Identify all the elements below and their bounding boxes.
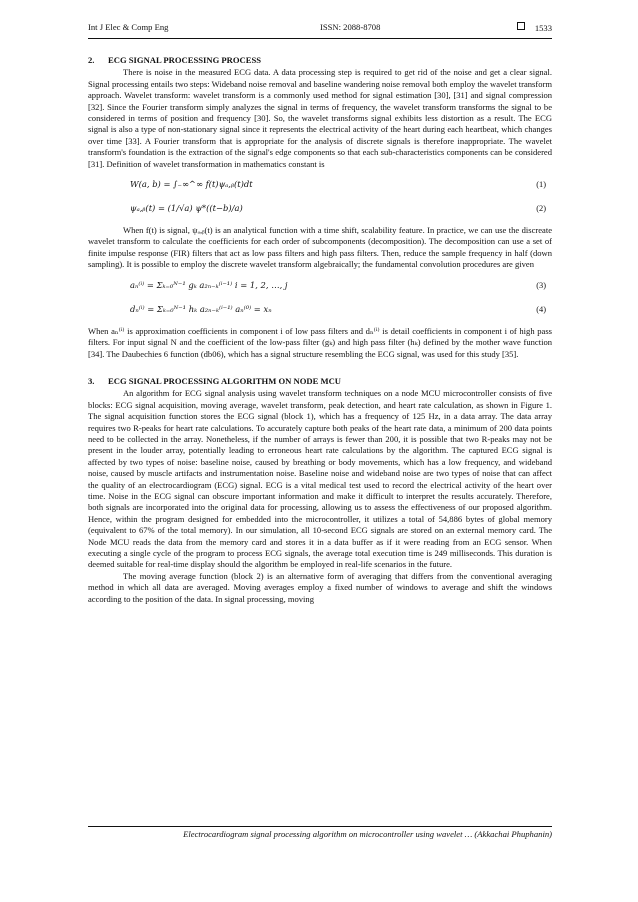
section-2-heading: [88, 55, 552, 66]
equation-2-number: (2): [536, 204, 546, 214]
equation-3: [88, 278, 552, 294]
equation-2-expression: ψₐ,ᵦ(t) = (1/√a) ψ*((t−b)/a): [130, 203, 243, 214]
section-3-heading: [88, 376, 552, 387]
equation-1-expression: W(a, b) = ∫₋∞^∞ f(t)ψₐ,ᵦ(t)dt: [130, 179, 253, 190]
section-2-paragraph-2: When f(t) is signal, ψₐ,ᵦ(t) is an analytical function with a time shift, scalability feature. In practice, we can use the discreate wavelet transform to calculate the coefficients for each order of subcomponents (decomposition). The decomposition can use a set of finite impulse response (FIR) filters that act as low pass filters and high pass filters. Then, reduce the sample frequency in half (down sampling). It is possible to employ the discrete wavelet transform algebraically; the fundamental convolution procedures are given: [88, 225, 552, 270]
section-2-title: ECG SIGNAL PROCESSING PROCESS: [108, 55, 262, 65]
equation-4: [88, 302, 552, 318]
equation-4-expression: dₙ⁽ⁱ⁾ = Σₖ₌₀ᴺ⁻¹ hₖ a₂ₙ₋ₖ⁽ⁱ⁻¹⁾ aₙ⁽⁰⁾ = xₙ: [130, 303, 272, 314]
journal-name: Int J Elec & Comp Eng: [88, 22, 169, 32]
equation-3-expression: aₙ⁽ⁱ⁾ = Σₖ₌₀ᴺ⁻¹ gₖ a₂ₙ₋ₖ⁽ⁱ⁻¹⁾ i = 1, 2, …, j: [130, 279, 288, 290]
equation-3-number: (3): [536, 280, 546, 290]
running-header: [88, 22, 552, 36]
issn: ISSN: 2088-8708: [320, 22, 381, 32]
equation-1: [88, 177, 552, 193]
section-3-paragraph-1: An algorithm for ECG signal analysis using wavelet transform techniques on a node MCU microcontroller consists of five blocks: ECG signal acquisition, moving average, wavelet transform, peak detection, and heart rate calculation, as shown in Figure 1. The signal acquisition function stores the ECG signal (block 1), which has a frequency of 125 Hz, in a data array. The data array requires two R-peaks for heart rate calculations. To accurately capture both peaks of the heart rate data, a minimum of 200 data points need to be collected in the array. Nonetheless, if the number of arrays is fewer than 200, it is possible that two R-peaks may not be present in the louder array, potentially leading to erroneous heart rate calculations by the algorithm. The captured ECG signal is affected by two types of noise: baseline noise, caused by breathing or body movements, which has a low frequency, and wideband noise, caused by muscle artifacts and instrumentation noise. Baseline noise and wideband noise are two types of noise that can affect the quality of an electrocardiogram (ECG) signal. ECG is a vital medical test used to record the electrical activity of the heart over time. Noise in the ECG signal can obscure important information and make it difficult to interpret the results accurately. Therefore, both signals are incorporated into the original data for processing, allowing us to assess the effectiveness of our proposed algorithm. Hence, within the program designed for embedded into the microcontroller, it utilizes a total of 54,886 bytes of global memory (equivalent to 67% of the total memory). In our simulation, all 10-second ECG signals are stored on an external memory card. The Node MCU reads the data from the memory card and stores it in a data buffer as if it were reading from an ECG sensor. When executing a single cycle of the program to process ECG signals, the average total execution time is 249 milliseconds. This duration is deemed suitable for real-time display should the algorithm be employed in real-life scenarios in the future.: [88, 388, 552, 570]
section-3-paragraph-2: The moving average function (block 2) is an alternative form of averaging that differs from the conventional averaging method in which all data are averaged. Moving averages employ a fixed number of windows to average and shift the windows according to the position of the data. In signal processing, moving: [88, 570, 552, 604]
equation-2: [88, 201, 552, 217]
running-footer: Electrocardiogram signal processing algorithm on microcontroller using wavelet … (Akkachai Phuphanin): [183, 829, 552, 839]
section-2-number: 2.: [88, 55, 95, 65]
page-number: 1533: [534, 23, 552, 33]
footer-rule: [88, 826, 552, 827]
equation-4-number: (4): [536, 304, 546, 314]
section-3-title: ECG SIGNAL PROCESSING ALGORITHM ON NODE MCU: [108, 375, 342, 386]
header-rule: [88, 38, 552, 39]
body-content: [88, 55, 552, 605]
section-2-paragraph-3: When aₙ⁽ⁱ⁾ is approximation coefficients in component i of low pass filters and dₙ⁽ⁱ⁾ is detail coefficients in component i of high pass filters. For input signal N and the coefficient of the low-pass filter (gₖ) and high pass filter (hₖ) defined by the mother wave function [34]. The Daubechies 6 function (db06), which has a signal structure resembling the ECG signal, was used for this study [35].: [88, 325, 552, 359]
equation-1-number: (1): [536, 180, 546, 190]
page-number-block: [517, 22, 552, 33]
square-bullet-icon: [517, 22, 525, 30]
section-spacer: [88, 360, 552, 376]
section-3-number: 3.: [88, 375, 95, 386]
section-2-paragraph-1: There is noise in the measured ECG data. A data processing step is required to get rid of the noise and get a clear signal. Signal processing entails two steps: Wideband noise removal and baseline wandering noise removal both employ the wavelet transform approach. Wavelet transform: wavelet transform is a commonly used method for signal estimation [30], [31] and signal compression [32]. Since the Fourier transform simply analyzes the signal in terms of frequency, the wavelet transform transforms the signal to be considered in terms of position and frequency [30]. So, the wavelet transforms signal exhibits less distortion as a result. The ECG signal is also a type of non-stationary signal since it represents the electrical activity of the heart during each heartbeat, which changes over time [33]. A Fourier transform that is appropriate for the analysis of discrete signals is therefore inappropriate. The wavelet transform's foundation is the extraction of the signal's edge components so that each sub-characteristics components can be considered [31]. Definition of wavelet transformation in mathematics constant is: [88, 67, 552, 169]
